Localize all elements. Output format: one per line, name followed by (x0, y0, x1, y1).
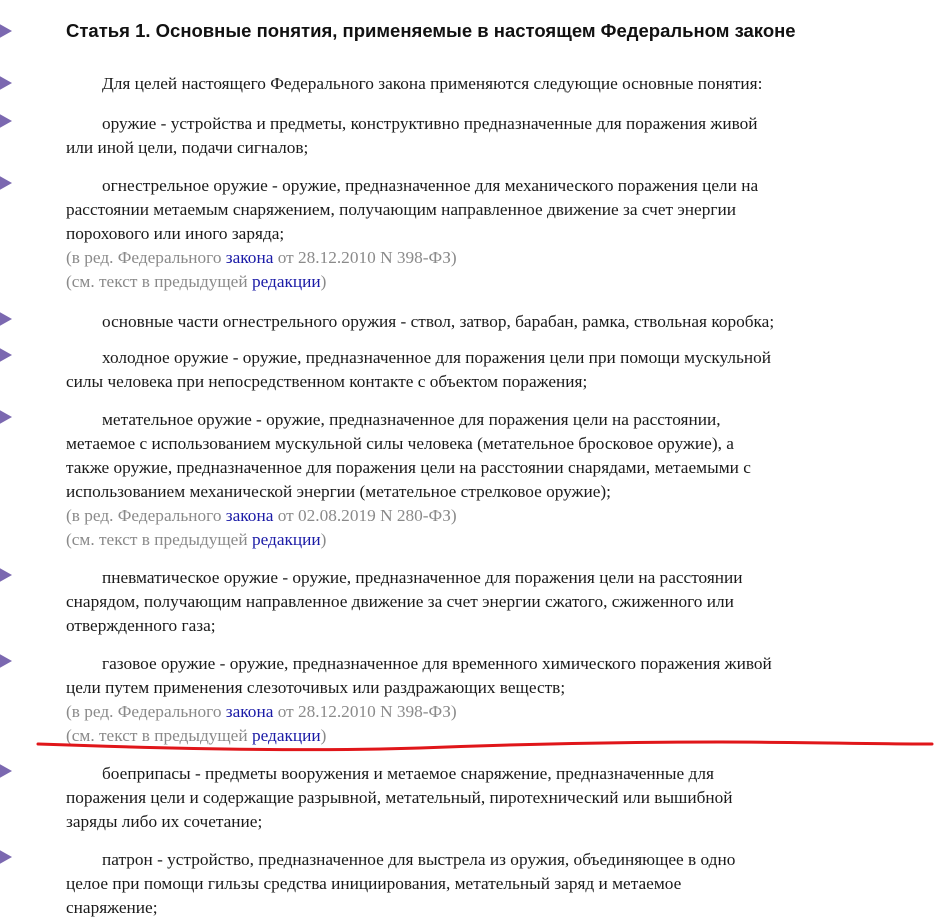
bookmark-flag-icon[interactable] (0, 652, 12, 670)
definition-cartridge (66, 848, 866, 920)
bookmark-flag-icon[interactable] (0, 762, 12, 780)
text-line: целое при помощи гильзы средства инициирования, метательный заряд и метаемое (66, 874, 682, 893)
bookmark-flag-icon[interactable] (0, 346, 12, 364)
definition-gas-weapon (66, 652, 866, 700)
definition-main-parts (66, 310, 866, 334)
text-line: патрон - устройство, предназначенное для выстрела из оружия, объединяющее в одно (102, 850, 736, 869)
text-line: использованием механической энергии (метательное стрелковое оружие); (66, 482, 611, 501)
edition-link[interactable]: редакции (251, 530, 321, 549)
previous-edition-note (66, 528, 326, 552)
edition-link[interactable]: редакции (251, 272, 321, 291)
text-line: снаряжение; (66, 898, 158, 917)
note-text: ) (320, 726, 327, 745)
law-link[interactable]: закона (225, 248, 274, 267)
law-link[interactable]: закона (225, 702, 274, 721)
definition-firearm (66, 174, 866, 246)
definition-weapon (66, 112, 866, 160)
definition-throwing-weapon (66, 408, 866, 504)
definition-ammunition (66, 762, 866, 834)
text-line: также оружие, предназначенное для поражения цели на расстоянии снарядами, метаемыми с (66, 458, 751, 477)
note-text: от 02.08.2019 N 280-ФЗ) (273, 506, 457, 525)
text-line: метательное оружие - оружие, предназначенное для поражения цели на расстоянии, (102, 410, 721, 429)
text-line: порохового или иного заряда; (66, 224, 285, 243)
bookmark-flag-icon[interactable] (0, 566, 12, 584)
text-line: пневматическое оружие - оружие, предназначенное для поражения цели на расстоянии (102, 568, 743, 587)
text-line: расстоянии метаемым снаряжением, получающим направленное движение за счет энергии (66, 200, 736, 219)
text-line: силы человека при непосредственном контакте с объектом поражения; (66, 372, 588, 391)
intro-paragraph (66, 72, 866, 96)
bookmark-flag-icon[interactable] (0, 408, 12, 426)
text-line: отвержденного газа; (66, 616, 216, 635)
text-line: поражения цели и содержащие разрывной, метательный, пиротехнический или вышибной (66, 788, 733, 807)
text-line: огнестрельное оружие - оружие, предназначенное для механического поражения цели на (102, 176, 759, 195)
law-link[interactable]: закона (225, 506, 274, 525)
note-text: (см. текст в предыдущей (66, 726, 252, 745)
bookmark-flag-icon[interactable] (0, 22, 12, 40)
bookmark-flag-icon[interactable] (0, 848, 12, 866)
edition-note (66, 504, 457, 528)
note-text: от 28.12.2010 N 398-ФЗ) (273, 248, 457, 267)
note-text: (в ред. Федерального (66, 702, 226, 721)
bookmark-flag-icon[interactable] (0, 310, 12, 328)
text-line: цели путем применения слезоточивых или раздражающих веществ; (66, 678, 566, 697)
note-text: от 28.12.2010 N 398-ФЗ) (273, 702, 457, 721)
text-line: или иной цели, подачи сигналов; (66, 138, 309, 157)
text-line: холодное оружие - оружие, предназначенное для поражения цели при помощи мускульной (102, 348, 772, 367)
text-line: снарядом, получающим направленное движение за счет энергии сжатого, сжиженного или (66, 592, 734, 611)
bookmark-flag-icon[interactable] (0, 74, 12, 92)
text-line: метаемое с использованием мускульной силы человека (метательное бросковое оружие), а (66, 434, 734, 453)
text-line: оружие - устройства и предметы, конструктивно предназначенные для поражения живой (102, 114, 758, 133)
note-text: (в ред. Федерального (66, 506, 226, 525)
text-line: Для целей настоящего Федерального закона применяются следующие основные понятия: (102, 74, 763, 93)
text-line: газовое оружие - оружие, предназначенное для временного химического поражения живой (102, 654, 772, 673)
note-text: ) (320, 530, 327, 549)
edition-note (66, 700, 457, 724)
text-line: заряды либо их сочетание; (66, 812, 263, 831)
note-text: ) (320, 272, 327, 291)
definition-cold-weapon (66, 346, 866, 394)
definition-pneumatic-weapon (66, 566, 866, 638)
note-text: (в ред. Федерального (66, 248, 226, 267)
edition-note (66, 246, 457, 270)
article-heading: Статья 1. Основные понятия, применяемые в настоящем Федеральном законе (66, 20, 796, 41)
text-line: боеприпасы - предметы вооружения и метаемое снаряжение, предназначенные для (102, 764, 714, 783)
note-text: (см. текст в предыдущей (66, 272, 252, 291)
edition-link[interactable]: редакции (251, 726, 321, 745)
previous-edition-note (66, 724, 326, 748)
text-line: основные части огнестрельного оружия - ствол, затвор, барабан, рамка, ствольная коробка; (102, 312, 775, 331)
bookmark-flag-icon[interactable] (0, 112, 12, 130)
previous-edition-note (66, 270, 326, 294)
bookmark-flag-icon[interactable] (0, 174, 12, 192)
note-text: (см. текст в предыдущей (66, 530, 252, 549)
